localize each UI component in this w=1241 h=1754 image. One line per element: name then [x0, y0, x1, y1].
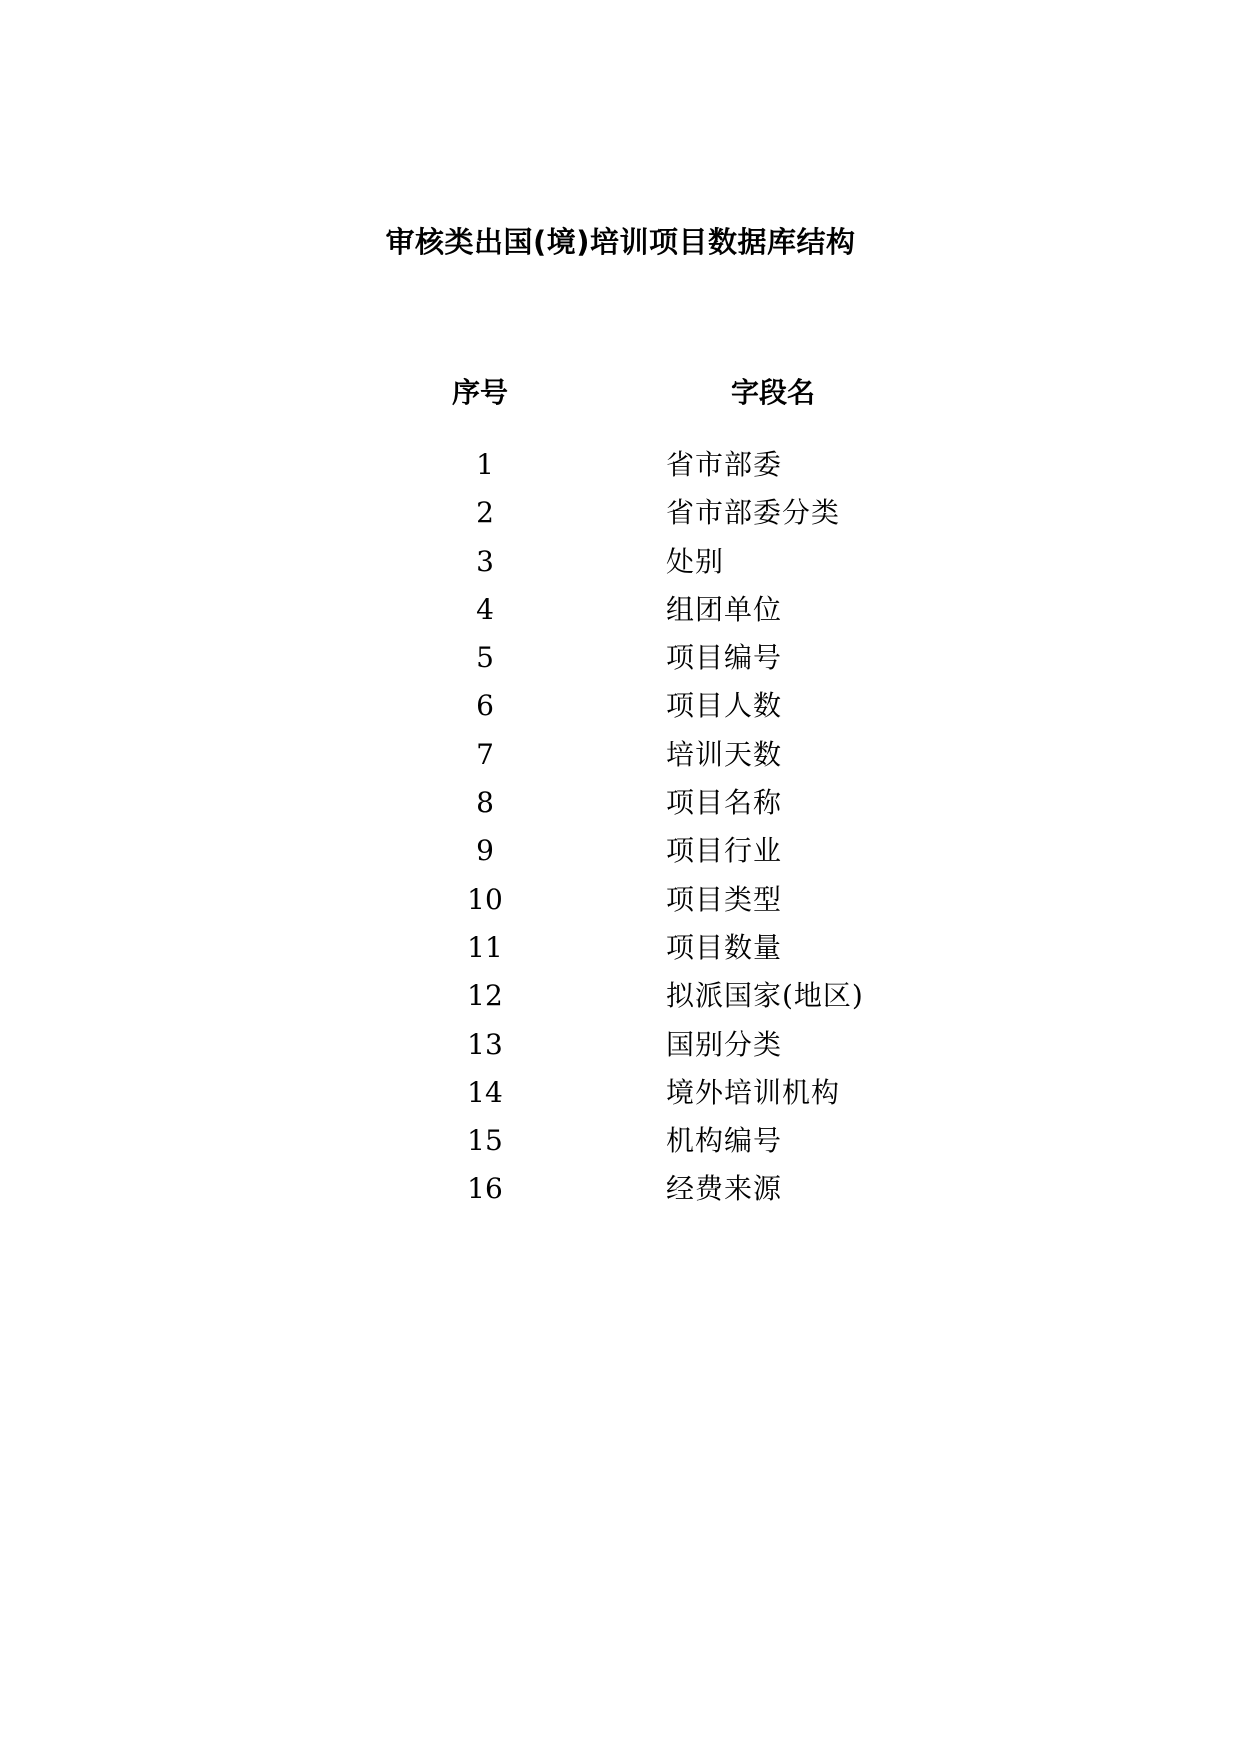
- table-row: [0, 542, 1241, 590]
- row-number: 13: [467, 1027, 503, 1061]
- row-field-name: 拟派国家(地区): [666, 979, 864, 1013]
- table-row: [0, 928, 1241, 976]
- row-number: 9: [476, 834, 494, 868]
- row-number: 2: [476, 496, 494, 530]
- row-field-name: 机构编号: [666, 1124, 783, 1158]
- row-field-name: 项目名称: [666, 786, 783, 820]
- row-field-name: 组团单位: [666, 592, 783, 626]
- row-field-name: 项目人数: [666, 689, 783, 723]
- table-row: [0, 1025, 1241, 1073]
- row-field-name: 培训天数: [666, 737, 783, 771]
- row-field-name: 项目行业: [666, 834, 783, 868]
- row-number: 7: [476, 737, 494, 771]
- table-row: [0, 783, 1241, 831]
- document-title: 审核类出国(境)培训项目数据库结构: [385, 225, 856, 259]
- row-field-name: 省市部委: [666, 448, 783, 481]
- table-row: [0, 686, 1241, 734]
- column-header-field-name: 字段名: [731, 376, 816, 409]
- row-number: 15: [467, 1124, 503, 1158]
- field-table: [0, 445, 1241, 1218]
- table-row: [0, 735, 1241, 783]
- row-number: 3: [476, 544, 494, 578]
- table-row: [0, 976, 1241, 1024]
- row-number: 11: [467, 930, 503, 964]
- table-row: [0, 831, 1241, 879]
- row-number: 8: [476, 786, 494, 820]
- row-field-name: 省市部委分类: [666, 496, 841, 530]
- row-number: 16: [467, 1172, 503, 1206]
- table-row: [0, 1073, 1241, 1121]
- column-header-number: 序号: [452, 376, 509, 409]
- row-field-name: 经费来源: [666, 1172, 783, 1206]
- row-number: 14: [467, 1075, 503, 1109]
- row-field-name: 项目类型: [666, 882, 783, 916]
- row-field-name: 项目编号: [666, 641, 783, 675]
- row-number: 5: [476, 641, 494, 675]
- row-number: 10: [467, 882, 503, 916]
- row-field-name: 国别分类: [666, 1027, 783, 1061]
- table-row: [0, 493, 1241, 541]
- row-number: 6: [476, 689, 494, 723]
- table-row: [0, 880, 1241, 928]
- row-field-name: 项目数量: [666, 930, 783, 964]
- row-field-name: 境外培训机构: [666, 1075, 841, 1109]
- table-row: [0, 638, 1241, 686]
- table-row: [0, 1169, 1241, 1217]
- table-row: [0, 590, 1241, 638]
- row-number: 4: [476, 592, 494, 626]
- row-number: 12: [467, 979, 503, 1013]
- row-field-name: 处别: [666, 544, 725, 578]
- table-row: [0, 1121, 1241, 1169]
- table-row: [0, 445, 1241, 493]
- row-number: 1: [476, 448, 494, 481]
